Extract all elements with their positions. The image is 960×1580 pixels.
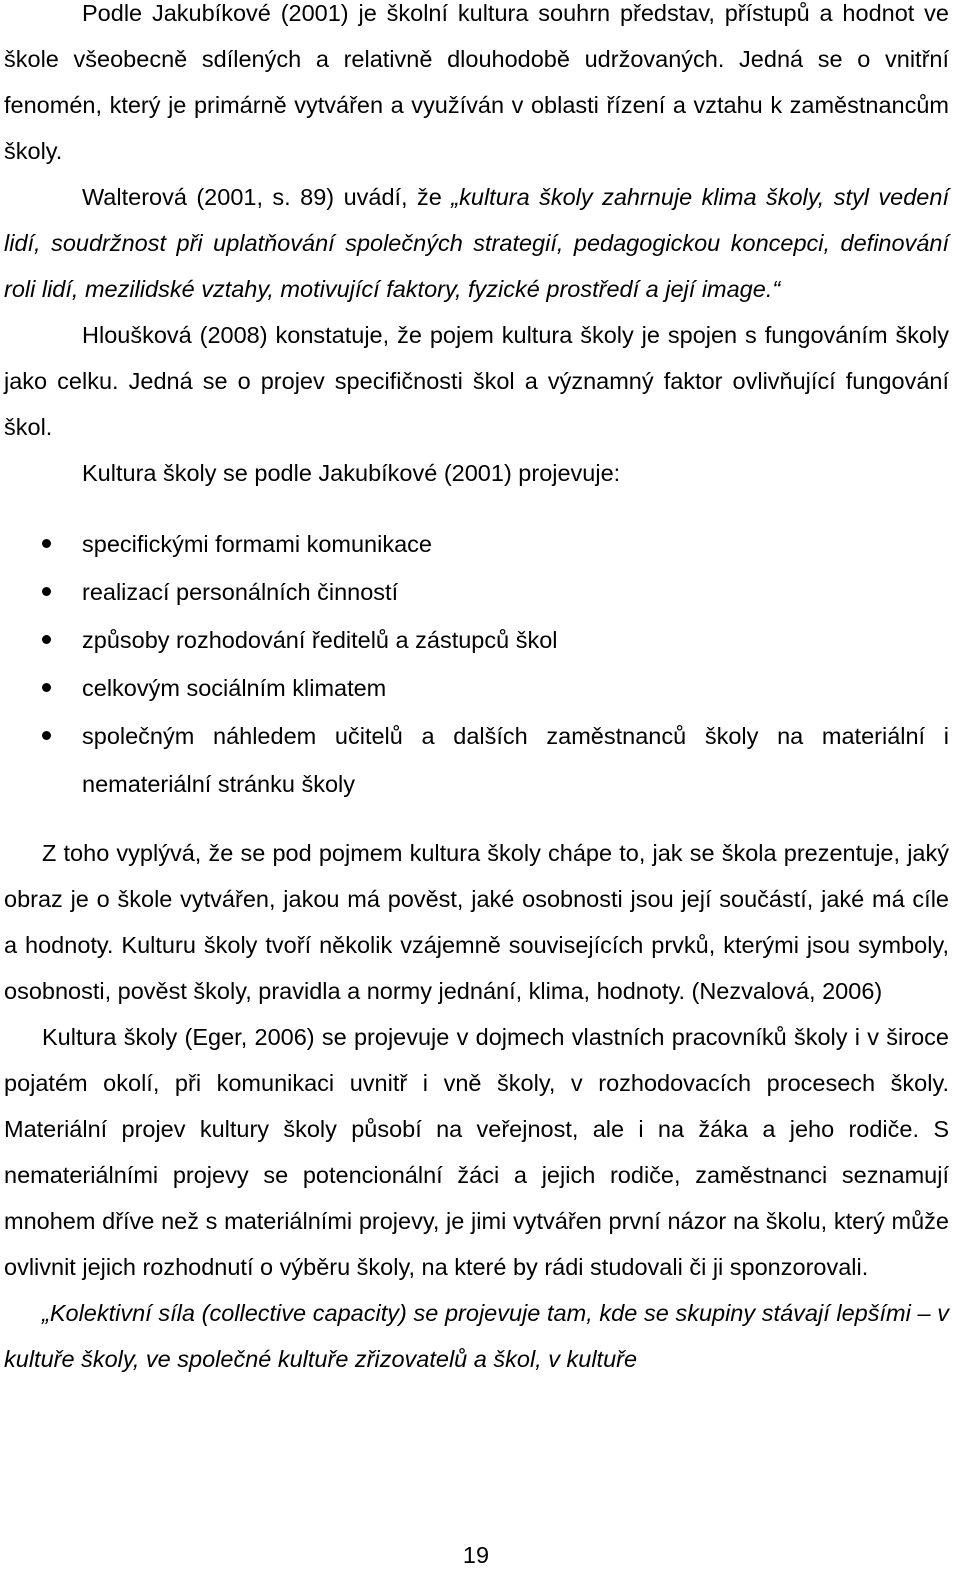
bullet-icon (42, 587, 51, 596)
list-item-text: společným náhledem učitelů a dalších zaměstnanců školy na materiální i nemateriální stránku školy (82, 723, 949, 797)
paragraph-nezvalova: Z toho vyplývá, že se pod pojmem kultura školy chápe to, jak se škola prezentuje, jaký obraz je o škole vytvářen, jakou má pověst, jaké osobnosti jsou její součástí, jaké má cíle a hodnoty. Kulturu školy tvoří několik vzájemně souvisejících prvků, kterými jsou symboly, osobnosti, pověst školy, pravidla a normy jednání, klima, hodnoty. (Nezvalová, 2006) (4, 840, 949, 1004)
list-item-text: realizací personálních činností (82, 579, 399, 605)
paragraph-walterova-intro: Walterová (2001, s. 89) uvádí, že (82, 184, 452, 210)
bullet-list (4, 520, 949, 808)
list-item (4, 520, 949, 568)
list-item (4, 616, 949, 664)
document-page (4, 0, 949, 1382)
page-number: 19 (462, 1542, 490, 1568)
paragraph-jakubikova: Podle Jakubíkové (2001) je školní kultura souhrn představ, přístupů a hodnot ve škole všeobecně sdílených a relativně dlouhodobě udržovaných. Jedná se o vnitřní fenomén, který je primárně vytvářen a využíván v oblasti řízení a vztahu k zaměstnancům školy. (4, 0, 949, 164)
bullet-icon (42, 731, 51, 740)
paragraph-slouskova: Hloušková (2008) konstatuje, že pojem kultura školy je spojen s fungováním školy jako celku. Jedná se o projev specifičnosti škol a významný faktor ovlivňující fungování škol. (4, 322, 949, 440)
paragraph-eger: Kultura školy (Eger, 2006) se projevuje v dojmech vlastních pracovníků školy i v široce pojatém okolí, při komunikaci uvnitř i vně školy, v rozhodovacích procesech školy. Materiální projev kultury školy působí na veřejnost, ale i na žáka a jeho rodiče. S nemateriálními projevy se potencionální žáci a jejich rodiče, zaměstnanci seznamují mnohem dříve než s materiálními projevy, je jimi vytvářen první názor na školu, který může ovlivnit jejich rozhodnutí o výběru školy, na které by rádi studovali či ji sponzorovali. (4, 1024, 949, 1280)
list-item (4, 712, 949, 808)
paragraph-walterova-quote: „kultura školy zahrnuje klima školy, styl vedení lidí, soudržnost při uplatňování společných strategií, pedagogickou koncepci, definování roli lidí, mezilidské vztahy, motivující faktory, fyzické prostředí a její image.“ (4, 184, 949, 302)
bullet-icon (42, 683, 51, 692)
list-item (4, 568, 949, 616)
paragraph-collective-capacity: „Kolektivní síla (collective capacity) se projevuje tam, kde se skupiny stávají lepšími – v kultuře školy, ve společné kultuře zřizovatelů a škol, v kultuře (4, 1300, 949, 1372)
paragraph-walterova (4, 174, 949, 312)
list-item-text: celkovým sociálním klimatem (82, 675, 387, 701)
bullet-icon (42, 539, 51, 548)
list-item-text: způsoby rozhodování ředitelů a zástupců škol (82, 627, 558, 653)
list-item-text: specifickými formami komunikace (82, 531, 432, 557)
bullet-icon (42, 635, 51, 644)
list-item (4, 664, 949, 712)
paragraph-list-intro: Kultura školy se podle Jakubíkové (2001) projevuje: (82, 460, 621, 486)
